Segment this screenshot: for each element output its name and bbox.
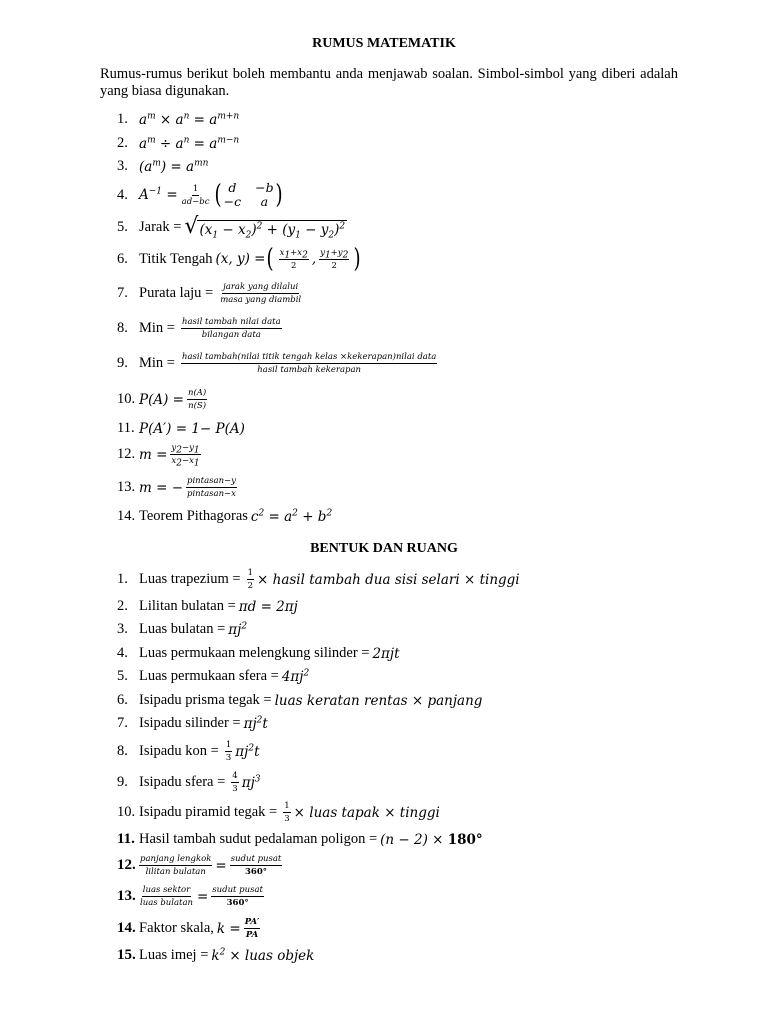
- shape-formula-12: [117, 854, 285, 877]
- formula-number: 10.: [117, 391, 136, 407]
- fraction: $\frac{\text{sudut pusat}}{360^\circ}$: [230, 854, 282, 877]
- formula-3: [117, 158, 208, 175]
- fraction: $\frac{\text{pintasan−y}}{\text{pintasan−x}}$: [187, 476, 236, 499]
- formula-13: [117, 476, 240, 499]
- formula-expression-tail: × luas objek: [229, 947, 315, 964]
- formula-expression: $k^2$: [211, 947, 226, 964]
- shape-formula-2: [117, 598, 298, 615]
- formula-expression: × hasil tambah dua sisi selari × tinggi: [257, 571, 520, 588]
- formula-expression: 2πjt: [372, 645, 400, 662]
- formula-number: 5.: [117, 218, 128, 235]
- formula-7: [117, 282, 305, 305]
- formula-number: 11.: [117, 420, 135, 436]
- formula-number: 7.: [117, 285, 128, 301]
- formula-label: Faktor skala,: [139, 920, 214, 936]
- formula-2: [117, 135, 239, 152]
- formula-number: 8.: [117, 743, 128, 759]
- formula-expression: P(A) =: [139, 391, 184, 408]
- formula-12: [117, 443, 204, 469]
- shape-formula-8: [117, 740, 260, 763]
- formula-number: 12.: [117, 446, 136, 462]
- formula-expression: $(a^m) = a^{mn}$: [139, 158, 209, 175]
- shape-formula-15: [117, 947, 314, 964]
- formula-label: Luas permukaan melengkung silinder =: [139, 645, 370, 661]
- left-paren: (: [267, 244, 275, 274]
- formula-number: 13.: [117, 479, 136, 495]
- fraction: $\frac{n(A)}{n(S)}$: [187, 388, 207, 411]
- formula-number: 6.: [117, 250, 128, 267]
- shape-formula-4: [117, 645, 400, 662]
- fraction: $\frac{x_1+x_2}{2}$: [279, 247, 308, 271]
- formula-label: Luas imej =: [139, 947, 209, 963]
- formula-number: 1.: [117, 111, 128, 127]
- formula-14: [117, 508, 332, 525]
- formula-1: [117, 111, 239, 128]
- shape-formula-11: [117, 831, 483, 848]
- fraction: $\frac{\text{sudut pusat}}{360^\circ}$: [212, 885, 263, 908]
- formula-expression: $4\pi j^2$: [281, 668, 310, 685]
- fraction: $\frac{1}{2}$: [247, 568, 254, 591]
- formula-expression: πd = 2πj: [238, 598, 298, 615]
- formula-expression: $\pi j^2$: [228, 621, 248, 638]
- formula-expression: $\pi j^2t$: [235, 743, 260, 760]
- fraction: $\frac{\text{hasil tambah nilai data}}{\text{bilangan data}}$: [181, 317, 281, 340]
- inverse-matrix: d −b −c a: [223, 180, 274, 209]
- formula-number: 6.: [117, 692, 128, 708]
- formula-label: Titik Tengah: [139, 250, 213, 267]
- formula-label: Isipadu silinder =: [139, 715, 241, 731]
- formula-number: 13.: [117, 888, 136, 904]
- shape-formula-9: [117, 771, 261, 794]
- formula-number: 8.: [117, 320, 128, 336]
- formula-number: 2.: [117, 135, 128, 151]
- fraction: $\frac{1}{3}$: [284, 801, 290, 824]
- equals-sign: =: [215, 857, 227, 874]
- fraction: $\frac{\text{hasil tambah(nilai titik tengah kelas ×kekerapan)nilai data}}{\text{hasil tambah kekerapan}}$: [181, 352, 437, 375]
- formula-number: 14.: [117, 508, 136, 524]
- formula-expression: P(A′) = 1− P(A): [139, 420, 245, 437]
- formula-expression: luas keratan rentas × panjang: [274, 692, 483, 709]
- formula-expression: m =: [139, 446, 168, 463]
- formula-8: [117, 317, 285, 340]
- fraction: $\frac{PA'}{PA}$: [244, 917, 260, 940]
- formula-label: Lilitan bulatan =: [139, 598, 236, 614]
- formula-label: Luas permukaan sfera =: [139, 668, 279, 684]
- distance-sqrt: √ $(x_1 - x_2)^2 + (y_1 - y_2)^2$: [184, 214, 346, 241]
- fraction: $\frac{4}{3}$: [232, 771, 238, 794]
- comma: ,: [311, 251, 317, 267]
- formula-label: Luas trapezium =: [139, 571, 241, 587]
- formula-expression: k =: [216, 920, 241, 937]
- formula-label: Min =: [139, 320, 175, 336]
- formula-6: [117, 246, 363, 272]
- formula-label: Jarak =: [139, 218, 182, 235]
- formula-number: 10.: [117, 804, 136, 820]
- formula-number: 3.: [117, 621, 128, 637]
- formula-number: 12.: [117, 857, 136, 873]
- left-paren: (: [215, 180, 223, 210]
- shape-formula-1: [117, 568, 520, 591]
- formula-label: Purata laju =: [139, 285, 214, 301]
- section-title: BENTUK DAN RUANG: [310, 541, 458, 556]
- formula-expression: $\pi j^3$: [241, 774, 261, 791]
- formula-number: 9.: [117, 774, 128, 790]
- page-title: RUMUS MATEMATIK: [312, 36, 456, 51]
- formula-label: Isipadu kon =: [139, 743, 219, 759]
- formula-expression: (n − 2) × 180°: [380, 831, 483, 848]
- formula-number: 4.: [117, 645, 128, 661]
- formula-number: 7.: [117, 715, 128, 731]
- formula-10: [117, 388, 210, 411]
- formula-number: 15.: [117, 947, 136, 963]
- formula-number: 3.: [117, 158, 128, 174]
- formula-expression: × luas tapak × tinggi: [293, 804, 440, 821]
- formula-expression: m = −: [139, 479, 184, 496]
- fraction: $\frac{\text{luas sektor}}{\text{luas bulatan}}$: [140, 885, 193, 908]
- formula-number: 4.: [117, 186, 128, 203]
- fraction: $\frac{\text{panjang lengkok}}{\text{lilitan bulatan}}$: [140, 854, 212, 877]
- fraction: $\frac{1}{3}$: [225, 740, 232, 763]
- formula-label: Isipadu piramid tegak =: [139, 804, 278, 820]
- formula-number: 11.: [117, 831, 135, 847]
- formula-expression: $a^m \div a^n = a^{m-n}$: [139, 135, 240, 152]
- formula-expression: $a^m \times a^n = a^{m+n}$: [139, 111, 240, 128]
- formula-label: Isipadu prisma tegak =: [139, 692, 272, 708]
- shape-formula-6: [117, 692, 482, 709]
- formula-4: [117, 181, 284, 209]
- intro-paragraph: Rumus-rumus berikut boleh membantu anda menjawab soalan. Simbol-simbol yang diberi adalah yang biasa digunakan.: [100, 66, 678, 99]
- formula-label: Min =: [139, 355, 175, 371]
- shape-formula-7: [117, 715, 268, 732]
- fraction: $\frac{y_2-y_1}{x_2-x_1}$: [171, 443, 200, 469]
- formula-number: 9.: [117, 355, 128, 371]
- formula-number: 2.: [117, 598, 128, 614]
- formula-label: Luas bulatan =: [139, 621, 226, 637]
- formula-number: 14.: [117, 920, 136, 936]
- formula-expression: $\pi j^2t$: [243, 715, 268, 732]
- formula-number: 5.: [117, 668, 128, 684]
- fraction: $\frac{1}{ad-bc}$: [181, 183, 210, 207]
- shape-formula-13: [117, 885, 267, 908]
- fraction: $\frac{\text{jarak yang dilalui}}{\text{masa yang diambil}}$: [220, 282, 302, 305]
- formula-label: Hasil tambah sudut pedalaman poligon =: [139, 831, 378, 847]
- formula-11: [117, 420, 245, 437]
- shape-formula-5: [117, 668, 309, 685]
- formula-number: 1.: [117, 571, 128, 587]
- right-paren: ): [353, 244, 361, 274]
- right-paren: ): [275, 180, 283, 210]
- formula-expression: $c^2 = a^2 + b^2$: [250, 508, 333, 525]
- equals-sign: =: [196, 888, 209, 905]
- formula-expression: (x, y) =: [215, 251, 266, 267]
- formula-expression: $A^{-1}$ =: [139, 186, 178, 203]
- formula-5: [117, 214, 347, 241]
- formula-label: Teorem Pithagoras: [139, 508, 248, 524]
- shape-formula-3: [117, 621, 247, 638]
- formula-9: [117, 352, 440, 375]
- fraction: $\frac{y_1+y_2}{2}$: [320, 247, 349, 271]
- shape-formula-14: [117, 917, 263, 940]
- shape-formula-10: [117, 801, 440, 824]
- formula-label: Isipadu sfera =: [139, 774, 226, 790]
